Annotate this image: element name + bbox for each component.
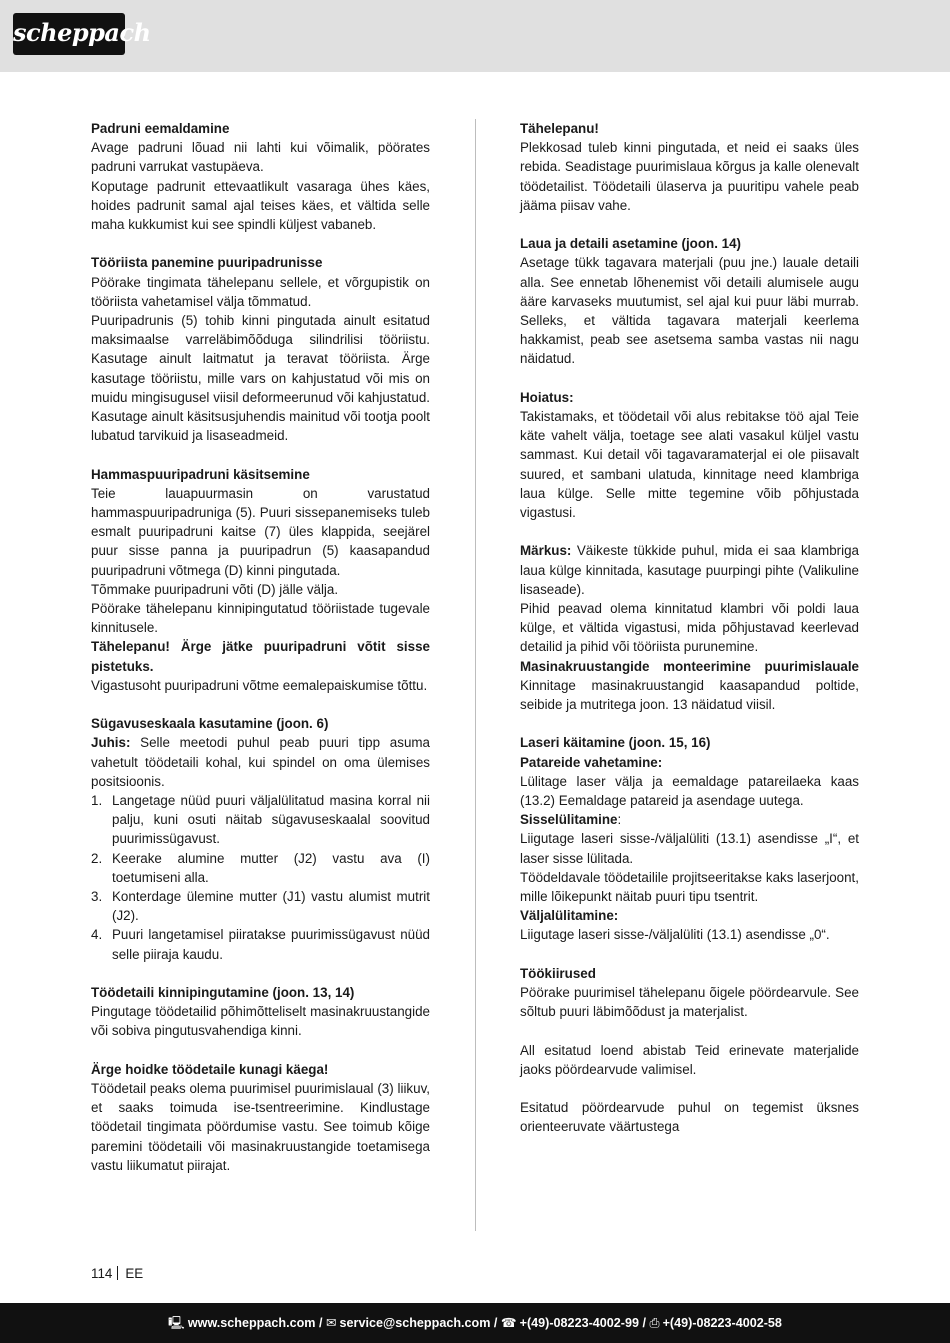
list-item bbox=[91, 849, 430, 887]
section-title: Masinakruustangide monteerimine puurimislauale bbox=[520, 658, 859, 674]
footer-email: service@scheppach.com / bbox=[339, 1316, 498, 1330]
list-item bbox=[91, 925, 430, 963]
paragraph: Pingutage töödetailid põhimõtteliselt masinakruustangide või sobiva pingutusvahendiga kinni. bbox=[91, 1004, 430, 1039]
paragraph: Pöörake tähelepanu kinnipingutatud tööriistade tugevale kinnitusele. bbox=[91, 601, 430, 636]
scheppach-logo: scheppach bbox=[13, 13, 125, 55]
language-code: EE bbox=[125, 1266, 144, 1281]
paragraph: Pihid peavad olema kinnitatud klambri või poldi laua külge, et vältida vigastusi, mida põhjustavad keerlevad detailid ja pihid või tööriista purunemine. bbox=[520, 601, 859, 655]
section-title: Tööriista panemine puuripadrunisse bbox=[91, 255, 323, 271]
phone-icon: ☎ bbox=[500, 1316, 517, 1330]
subsection-title bbox=[520, 810, 859, 829]
paragraph: Pöörake tingimata tähelepanu sellele, et võrgupistik on tööriista vahetamisel välja tõmmatud. bbox=[91, 274, 430, 309]
footer-fax: +(49)-08223-4002-58 bbox=[662, 1316, 782, 1330]
paragraph: Teie lauapuurmasin on varustatud hammaspuuripadruniga (5). Puuri sissepanemiseks tuleb esmalt puuripadruni kaitse (7) üles klappida, seejärel puur sisse panna ja puuripadrun (5) kaasapandud puuripadruni võtmega (D) kinni pingutada. bbox=[91, 485, 430, 578]
numbered-list bbox=[91, 791, 430, 964]
section-title: Laseri käitamine (joon. 15, 16) bbox=[520, 735, 711, 751]
section-title: Hammaspuuripadruni käsitsemine bbox=[91, 466, 310, 482]
fax-icon: ⎙ bbox=[649, 1316, 660, 1330]
list-text: Konterdage ülemine mutter (J1) vastu alumist mutrit (J2). bbox=[112, 889, 430, 924]
page-number-separator bbox=[117, 1266, 118, 1280]
paragraph: Liigutage laseri sisse-/väljalüliti (13.1) asendisse „I“, et laser sisse lülitada. bbox=[520, 831, 859, 866]
section-title: Laua ja detaili asetamine (joon. 14) bbox=[520, 236, 742, 252]
paragraph: Takistamaks, et töödetail või alus rebitakse töö ajal Teie käte vahelt välja, toetage see alati vasakul küljel vastu sammast. Kui detail või tagavaramaterjal ei ole piisavalt suured, et sambani ulatuda, kinnitage need klambriga laua külge. Selle mitte tegemine võib põhjustada vigastusi. bbox=[520, 409, 859, 521]
subsection-title: Väljalülitamine: bbox=[520, 908, 619, 924]
list-item bbox=[91, 791, 430, 849]
paragraph: Esitatud pöördearvude puhul on tegemist üksnes orienteeruvate väärtustega bbox=[520, 1100, 859, 1135]
list-number: 1. bbox=[91, 793, 103, 809]
note-text: Väikeste tükkide puhul, mida ei saa klambriga laua külge kinnitada, kasutage puurpingi pihte (Valikuline lisaseade). bbox=[520, 543, 859, 597]
page-footer bbox=[0, 1303, 950, 1343]
right-column bbox=[520, 119, 859, 1137]
paragraph: Lülitage laser välja ja eemaldage patareilaeka kaas (13.2) Eemaldage patareid ja asendage uutega. bbox=[520, 773, 859, 809]
note-label: Juhis: bbox=[91, 735, 131, 751]
column-divider bbox=[475, 119, 476, 1231]
page-header bbox=[0, 0, 950, 72]
warning-text: Tähelepanu! Ärge jätke puuripadruni võtit sisse pistetuks. bbox=[91, 639, 430, 674]
paragraph: Puuripadrunis (5) tohib kinni pingutada ainult esitatud maksimaalse varreläbimõõduga silindrilisi tööriistu. Kasutage ainult laitmatut ja teravat tööriista. Ärge kasutage tööriistu, mille vars on kahjustatud või mis on muidu mingisugusel viisil deformeerunud või kahjustatud. Kasutage ainult käsitsusjuhendis mainitud või tootja poolt lubatud tarvikuid ja lisaseadmeid. bbox=[91, 313, 430, 444]
computer-icon: 🖳 bbox=[168, 1316, 185, 1330]
paragraph: Liigutage laseri sisse-/väljalüliti (13.1) asendisse „0“. bbox=[520, 927, 830, 943]
footer-website: www.scheppach.com / bbox=[187, 1316, 323, 1330]
paragraph: Töödetail peaks olema puurimisel puurimislaual (3) liikuv, et saaks toimuda ise-tsentreerimine. Kindlustage töödetail tingimata pöördumise vastu. See toimub kõige paremini töödetaili või masinakruustangide toetamisega vastu liikumatut piirajat. bbox=[91, 1081, 430, 1173]
subsection-colon: : bbox=[617, 812, 622, 828]
section-title: Töödetaili kinnipingutamine (joon. 13, 14) bbox=[91, 985, 355, 1001]
list-number: 3. bbox=[91, 889, 103, 905]
list-text: Langetage nüüd puuri väljalülitatud masina korral nii palju, kuni osuti näitab sügavuseskaalal soovitud puurimissügavust. bbox=[112, 793, 430, 847]
paragraph: Plekkosad tuleb kinni pingutada, et neid ei saaks üles rebida. Seadistage puurimislaua kõrgus ja kalle olenevalt töödetailist. Töödetaili ülaserva ja puuritipu vahele peab jääma piisav vahe. bbox=[520, 140, 859, 213]
list-item bbox=[91, 887, 430, 925]
paragraph: Asetage tükk tagavara materjali (puu jne.) lauale detaili alla. See ennetab lõhenemist või detaili alumisele augu ääre karvaseks muutumist, sel ajal kui puur läbi murrab. Selleks, et vältida tagavara materjali keerlema hakkamist, peab see asetsema samba vastas nii nagu näidatud. bbox=[520, 255, 859, 367]
paragraph: Vigastusoht puuripadruni võtme eemalepaiskumise tõttu. bbox=[91, 677, 428, 693]
paragraph: Tõmmake puuripadruni võti (D) jälle välja. bbox=[91, 581, 339, 597]
subsection-label: Sisselülitamine bbox=[520, 812, 618, 828]
section-title: Padruni eemaldamine bbox=[91, 121, 230, 136]
section-title: Töökiirused bbox=[520, 965, 596, 981]
mail-icon: ✉ bbox=[325, 1316, 337, 1330]
paragraph: Koputage padrunit ettevaatlikult vasaraga ühes käes, hoides padrunit samal ajal teises käes, et vältida selle maha kukkumist kui see spindli küljest vabaneb. bbox=[91, 178, 430, 233]
section-title: Tähelepanu! bbox=[520, 121, 599, 136]
list-number: 2. bbox=[91, 850, 103, 866]
section-title: Sügavuseskaala kasutamine (joon. 6) bbox=[91, 716, 329, 732]
section-title: Hoiatus: bbox=[520, 389, 574, 405]
left-column bbox=[91, 119, 430, 1175]
note-label: Märkus: bbox=[520, 543, 572, 559]
page-number bbox=[91, 1264, 143, 1283]
paragraph: Avage padruni lõuad nii lahti kui võimalik, pöörates padruni varrukat vastupäeva. bbox=[91, 140, 430, 175]
footer-phone: +(49)-08223-4002-99 / bbox=[519, 1316, 646, 1330]
paragraph: Kinnitage masinakruustangid kaasapandud poltide, seibide ja mutritega joon. 13 näidatud viisil. bbox=[520, 677, 859, 713]
page-number-value: 114 bbox=[91, 1266, 113, 1281]
note-text: Selle meetodi puhul peab puuri tipp asuma vahetult töödetaili kohal, kui spindel on oma ülemises positsioonis. bbox=[91, 735, 430, 789]
subsection-title: Patareide vahetamine: bbox=[520, 754, 663, 770]
section-title: Ärge hoidke töödetaile kunagi käega! bbox=[91, 1061, 329, 1077]
paragraph: Pöörake puurimisel tähelepanu õigele pöördearvule. See sõltub puuri läbimõõdust ja materjalist. bbox=[520, 985, 859, 1020]
list-text: Keerake alumine mutter (J2) vastu ava (I) toetumiseni alla. bbox=[112, 850, 430, 885]
paragraph: All esitatud loend abistab Teid erinevate materjalide jaoks pöördearvude valimisel. bbox=[520, 1042, 859, 1077]
list-text: Puuri langetamisel piiratakse puurimissügavust nüüd selle piiraja kaudu. bbox=[112, 927, 430, 962]
note-paragraph bbox=[520, 541, 859, 599]
note-paragraph bbox=[91, 733, 430, 791]
list-number: 4. bbox=[91, 927, 103, 943]
paragraph: Töödeldavale töödetailile projitseeritakse kaks laserjoont, mille lõikepunkt näitab puuri tipu tsentrit. bbox=[520, 869, 859, 905]
